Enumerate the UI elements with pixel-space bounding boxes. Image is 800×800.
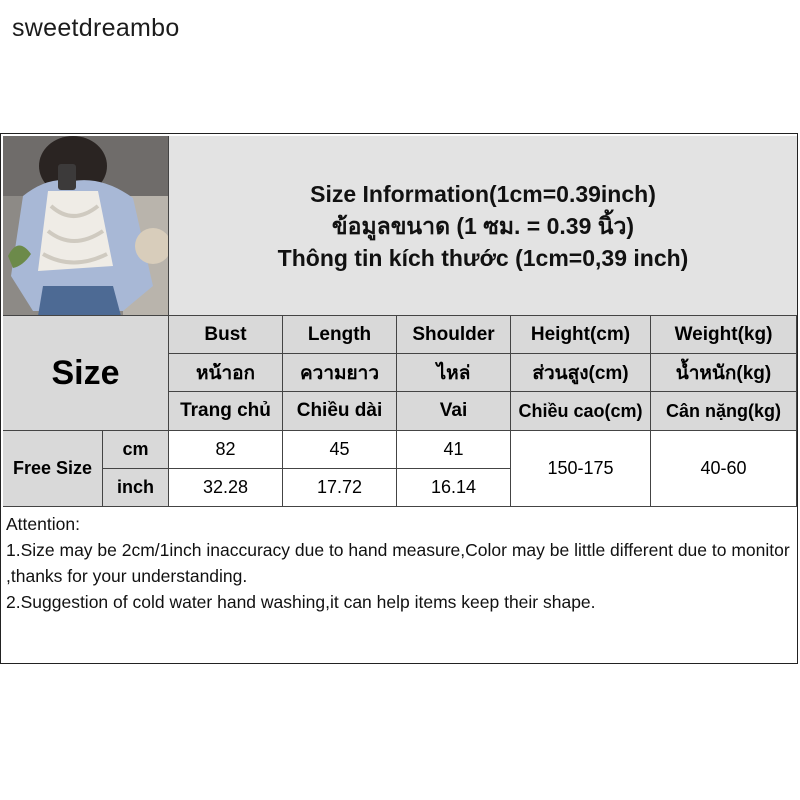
col-height-vi: Chiều cao(cm) (511, 392, 651, 431)
watermark: sweetdreambo (12, 14, 180, 42)
size-label: Size (3, 316, 169, 431)
col-bust-th: หน้าอก (169, 354, 283, 392)
col-length-th: ความยาว (283, 354, 397, 392)
shoulder-cm: 41 (397, 431, 511, 469)
col-length-en: Length (283, 316, 397, 354)
weight-range: 40-60 (651, 431, 797, 507)
product-photo (3, 136, 169, 316)
col-bust-vi: Trang chủ (169, 392, 283, 431)
col-shoulder-vi: Vai (397, 392, 511, 431)
col-shoulder-en: Shoulder (397, 316, 511, 354)
unit-inch: inch (103, 469, 169, 507)
unit-cm: cm (103, 431, 169, 469)
row-free-size: Free Size (3, 431, 103, 507)
col-weight-th: น้ำหนัก(kg) (651, 354, 797, 392)
height-range: 150-175 (511, 431, 651, 507)
col-length-vi: Chiều dài (283, 392, 397, 431)
info-line-thai: ข้อมูลขนาด (1 ซม. = 0.39 นิ้ว) (331, 212, 635, 239)
col-shoulder-th: ไหล่ (397, 354, 511, 392)
attention-line-2: 2.Suggestion of cold water hand washing,it can help items keep their shape. (6, 592, 596, 612)
model-photo-icon (3, 136, 169, 316)
col-height-en: Height(cm) (511, 316, 651, 354)
info-line-vietnamese: Thông tin kích thước (1cm=0,39 inch) (277, 244, 689, 271)
attention-notes (6, 511, 792, 615)
size-chart (0, 133, 798, 664)
col-weight-en: Weight(kg) (651, 316, 797, 354)
length-cm: 45 (283, 431, 397, 469)
bust-inch: 32.28 (169, 469, 283, 507)
info-line-english: Size Information(1cm=0.39inch) (310, 180, 656, 207)
size-information (169, 136, 797, 316)
attention-title: Attention: (6, 514, 80, 534)
col-bust-en: Bust (169, 316, 283, 354)
bust-cm: 82 (169, 431, 283, 469)
attention-line-1: 1.Size may be 2cm/1inch inaccuracy due to hand measure,Color may be little different due to monitor ,thanks for your understanding. (6, 540, 790, 586)
col-weight-vi: Cân nặng(kg) (651, 392, 797, 431)
length-inch: 17.72 (283, 469, 397, 507)
col-height-th: ส่วนสูง(cm) (511, 354, 651, 392)
shoulder-inch: 16.14 (397, 469, 511, 507)
